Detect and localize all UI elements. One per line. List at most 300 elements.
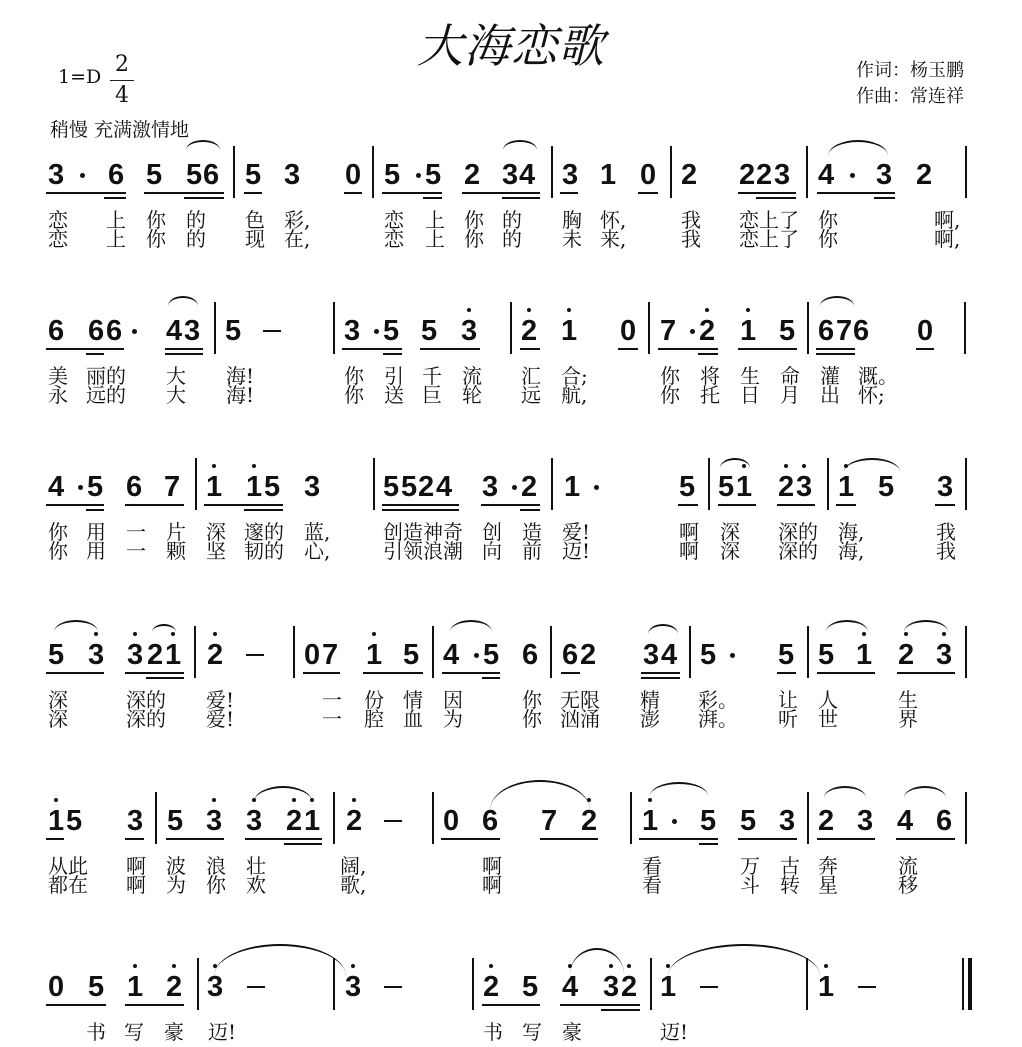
note: 4 (562, 971, 579, 1003)
note: 2 (778, 471, 795, 503)
octave-dot (94, 632, 98, 636)
note: 1 (564, 471, 581, 503)
lyric-syllable: 汇 (521, 364, 541, 388)
duration-underline (420, 348, 480, 350)
note: 6 (48, 315, 65, 347)
octave-dot (54, 798, 58, 802)
duration-underline (462, 192, 540, 194)
augmentation-dot (850, 173, 855, 178)
lyric-syllable: 生 (740, 364, 760, 388)
lyric-syllable: 迈! (208, 1020, 237, 1044)
lyric-syllable: 恋 (384, 208, 404, 232)
note: 3 (88, 639, 105, 671)
note: 0 (345, 159, 362, 191)
slur-arc (844, 458, 900, 472)
augmentation-dot (80, 173, 85, 178)
barline (806, 146, 808, 198)
octave-dot (627, 964, 631, 968)
lyric-syllable: 古 (780, 854, 800, 878)
duration-underline (897, 672, 955, 674)
tempo-marking: 稍慢 充满激情地 (50, 119, 190, 141)
duration-underline (441, 838, 500, 840)
note: 3 (207, 971, 224, 1003)
lyric-syllable: 现 (245, 227, 265, 251)
barline (372, 146, 374, 198)
lyric-syllable: 界 (898, 707, 918, 731)
note: 1 (740, 315, 757, 347)
lyric-syllable: 深的 (778, 520, 818, 544)
lyric-syllable: 灌 (820, 364, 840, 388)
lyric-syllable: 从此 (48, 854, 88, 878)
barline (650, 958, 652, 1010)
note: 5 (700, 639, 717, 671)
duration-underline (125, 1004, 184, 1006)
duration-underline (756, 197, 796, 199)
note: 6 (88, 315, 105, 347)
lyric-syllable: 你 (48, 539, 68, 563)
duration-underline (46, 348, 124, 350)
lyric-syllable: 片 (166, 520, 186, 544)
lyric-syllable: 让 (778, 688, 798, 712)
duration-underline (344, 192, 362, 194)
octave-dot (746, 308, 750, 312)
note: 2 (483, 971, 500, 1003)
slur-arc (54, 620, 98, 632)
slur-arc (503, 140, 537, 150)
lyric-syllable: 美 (48, 364, 68, 388)
lyric-syllable: 移 (898, 873, 918, 897)
duration-underline (244, 192, 262, 194)
lyric-syllable: 日 (740, 383, 760, 407)
note: 1 (366, 639, 383, 671)
slur-arc (152, 624, 176, 632)
octave-dot (467, 308, 471, 312)
note: 6 (203, 159, 220, 191)
note: 0 (640, 159, 657, 191)
lyric-syllable: 韧的 (244, 539, 284, 563)
lyric-syllable: 腔 (364, 707, 384, 731)
lyric-syllable: 你 (660, 364, 680, 388)
note: 7 (836, 315, 853, 347)
lyric-syllable: 上 (106, 208, 126, 232)
lyric-syllable: 深 (48, 707, 68, 731)
lyric-syllable: 迈! (562, 539, 591, 563)
slur-arc (828, 140, 888, 156)
note: 1 (304, 805, 321, 837)
barline (807, 792, 809, 844)
octave-dot (527, 308, 531, 312)
lyric-syllable: 为 (166, 873, 186, 897)
note: 7 (164, 471, 181, 503)
note: 5 (740, 805, 757, 837)
lyric-syllable: 创 (482, 520, 502, 544)
note: 0 (443, 805, 460, 837)
lyric-syllable: 爱! (562, 520, 591, 544)
final-barline-thick (968, 958, 972, 1010)
lyric-syllable: 因 (443, 688, 463, 712)
lyric-syllable: 用 (86, 539, 106, 563)
augmentation-dot (474, 653, 479, 658)
barline (194, 626, 196, 678)
key-signature: 1=D (58, 66, 102, 88)
lyric-syllable: 的 (186, 208, 206, 232)
octave-dot (252, 464, 256, 468)
duration-underline (144, 192, 224, 194)
octave-dot (824, 964, 828, 968)
augmentation-dot (730, 653, 735, 658)
note: 2 (621, 971, 638, 1003)
lyric-syllable: 血 (403, 707, 423, 731)
lyric-syllable: 啊 (679, 520, 699, 544)
barline (648, 302, 650, 354)
note: 2 (681, 159, 698, 191)
note: 5 (522, 971, 539, 1003)
lyric-syllable: 你 (48, 520, 68, 544)
note: 0 (48, 971, 65, 1003)
lyric-syllable: 看 (642, 854, 662, 878)
lyric-syllable: 写 (124, 1020, 144, 1044)
duration-underline (618, 348, 638, 350)
lyric-syllable: 迈! (660, 1020, 689, 1044)
slur-arc (904, 620, 948, 632)
duration-underline (641, 672, 680, 674)
note: 2 (521, 315, 538, 347)
barline (432, 626, 434, 678)
lyric-syllable: 万 (740, 854, 760, 878)
note: 5 (88, 971, 105, 1003)
duration-underline (166, 838, 224, 840)
lyric-syllable: 澎 (640, 707, 660, 731)
duration-underline (561, 672, 580, 674)
note: 5 (264, 471, 281, 503)
duration-underline (442, 672, 500, 674)
lyric-syllable: 一 (126, 539, 146, 563)
note: 2 (207, 639, 224, 671)
note: 2 (147, 639, 164, 671)
note: 2 (418, 471, 435, 503)
slur-arc (186, 140, 220, 150)
octave-dot (802, 464, 806, 468)
extension-dash (247, 986, 265, 988)
duration-underline (244, 509, 283, 511)
note: 4 (436, 471, 453, 503)
lyric-syllable: 用 (86, 520, 106, 544)
note: 2 (818, 805, 835, 837)
note: 5 (679, 471, 696, 503)
duration-underline (342, 348, 402, 350)
lyric-syllable: 写 (522, 1020, 542, 1044)
barline (630, 792, 632, 844)
lyric-syllable: 永 (48, 383, 68, 407)
barline (472, 958, 474, 1010)
lyric-syllable: 出 (820, 383, 840, 407)
time-signature-top: 2 (115, 52, 129, 77)
barline (827, 458, 829, 510)
note: 1 (736, 471, 753, 503)
lyric-syllable: 啊 (482, 854, 502, 878)
duration-underline (382, 504, 459, 506)
lyric-syllable: 远的 (86, 383, 126, 407)
slur-arc (720, 458, 750, 468)
lyric-syllable: 生 (898, 688, 918, 712)
lyric-syllable: 奔 (818, 854, 838, 878)
barline (197, 958, 199, 1010)
note: 4 (897, 805, 914, 837)
extension-dash (858, 986, 876, 988)
octave-dot (904, 632, 908, 636)
note: 2 (464, 159, 481, 191)
extension-dash (246, 654, 264, 656)
slur-arc (820, 296, 854, 306)
lyric-syllable: 轮 (462, 383, 482, 407)
note: 3 (184, 315, 201, 347)
note: 3 (857, 805, 874, 837)
lyric-syllable: 情 (403, 688, 423, 712)
lyric-syllable: 深的 (126, 688, 166, 712)
lyric-syllable: 将 (700, 364, 720, 388)
augmentation-dot (512, 485, 517, 490)
note: 5 (167, 805, 184, 837)
slur-arc (824, 786, 866, 798)
duration-underline (363, 672, 423, 674)
note: 3 (643, 639, 660, 671)
time-signature (110, 52, 134, 109)
note: 3 (48, 159, 65, 191)
barline (155, 792, 157, 844)
lyric-syllable: 恋上了 (739, 227, 799, 251)
lyric-syllable: 远 (521, 383, 541, 407)
note: 2 (286, 805, 303, 837)
lyric-syllable: 你 (660, 383, 680, 407)
note: 6 (853, 315, 870, 347)
lyric-syllable: 波 (166, 854, 186, 878)
note: 3 (779, 805, 796, 837)
duration-underline (777, 672, 796, 674)
slur-arc (668, 944, 820, 976)
lyric-syllable: 大 (166, 364, 186, 388)
lyric-syllable: 在, (284, 227, 311, 251)
note: 1 (660, 971, 677, 1003)
note: 6 (106, 315, 123, 347)
lyric-syllable: 啊 (126, 873, 146, 897)
barline (807, 626, 809, 678)
duration-underline (104, 197, 126, 199)
lyric-syllable: 彩, (284, 208, 311, 232)
note: 3 (127, 805, 144, 837)
octave-dot (567, 308, 571, 312)
lyric-syllable: 我 (936, 520, 956, 544)
duration-underline (817, 672, 875, 674)
note: 3 (344, 315, 361, 347)
lyric-syllable: 恋上了 (739, 208, 799, 232)
lyric-syllable: 啊, (934, 227, 961, 251)
duration-underline (816, 353, 855, 355)
octave-dot (942, 632, 946, 636)
duration-underline (502, 197, 540, 199)
lyric-syllable: 我 (681, 208, 701, 232)
note: 3 (562, 159, 579, 191)
duration-underline (382, 192, 442, 194)
duration-underline (482, 1004, 540, 1006)
barline (964, 302, 966, 354)
extension-dash (700, 986, 718, 988)
note: 1 (642, 805, 659, 837)
duration-underline (638, 192, 658, 194)
lyric-syllable: 斗 (740, 873, 760, 897)
duration-underline (125, 504, 184, 506)
lyric-syllable: 深 (720, 539, 740, 563)
lyric-syllable: 的 (186, 227, 206, 251)
octave-dot (489, 964, 493, 968)
lyric-syllable: 海, (838, 520, 865, 544)
slur-arc (450, 620, 492, 632)
note: 2 (581, 805, 598, 837)
lyric-syllable: 你 (818, 208, 838, 232)
note: 3 (461, 315, 478, 347)
lyric-syllable: 你 (344, 364, 364, 388)
octave-dot (784, 464, 788, 468)
note: 5 (383, 315, 400, 347)
lyric-syllable: 海! (226, 383, 255, 407)
lyric-syllable: 无限 (560, 688, 600, 712)
lyric-syllable: 未 (562, 227, 582, 251)
duration-underline (125, 672, 184, 674)
duration-underline (481, 504, 540, 506)
duration-underline (560, 1004, 640, 1006)
octave-dot (862, 632, 866, 636)
lyric-syllable: 引领浪潮 (383, 539, 463, 563)
slur-arc (214, 944, 346, 976)
duration-underline (184, 197, 224, 199)
note: 6 (936, 805, 953, 837)
note: 6 (126, 471, 143, 503)
lyric-syllable: 精 (640, 688, 660, 712)
lyric-syllable: 你 (206, 873, 226, 897)
lyric-syllable: 托 (700, 383, 720, 407)
note: 2 (739, 159, 756, 191)
lyric-syllable: 来, (600, 227, 627, 251)
note: 4 (443, 639, 460, 671)
lyric-syllable: 你 (818, 227, 838, 251)
note: 4 (166, 315, 183, 347)
duration-underline (520, 509, 540, 511)
lyric-syllable: 一 (322, 707, 342, 731)
note: 3 (246, 805, 263, 837)
lyric-syllable: 都在 (48, 873, 88, 897)
duration-underline (423, 197, 442, 199)
note: 2 (916, 159, 933, 191)
augmentation-dot (690, 329, 695, 334)
lyric-syllable: 听 (778, 707, 798, 731)
duration-underline (125, 838, 144, 840)
note: 5 (421, 315, 438, 347)
note: 2 (699, 315, 716, 347)
barline (293, 626, 295, 678)
extension-dash (384, 986, 402, 988)
lyric-syllable: 颗 (166, 539, 186, 563)
page-title: 大海恋歌 (417, 19, 605, 73)
barline (551, 458, 553, 510)
lyric-syllable: 湃。 (698, 707, 738, 731)
slur-arc (254, 786, 312, 802)
lyric-syllable: 深的 (126, 707, 166, 731)
note: 5 (401, 471, 418, 503)
note: 1 (165, 639, 182, 671)
lyric-syllable: 的 (502, 227, 522, 251)
duration-underline (816, 348, 855, 350)
lyric-syllable: 我 (936, 539, 956, 563)
lyric-syllable: 色 (245, 208, 265, 232)
duration-underline (738, 348, 797, 350)
barline (233, 146, 235, 198)
lyric-syllable: 书 (483, 1020, 503, 1044)
lyric-syllable: 你 (522, 707, 542, 731)
note: 1 (127, 971, 144, 1003)
note: 0 (917, 315, 934, 347)
octave-dot (372, 632, 376, 636)
note: 3 (482, 471, 499, 503)
lyric-syllable: 月 (780, 383, 800, 407)
octave-dot (648, 798, 652, 802)
barline (670, 146, 672, 198)
lyric-syllable: 命 (780, 364, 800, 388)
lyric-syllable: 汹涌 (560, 707, 600, 731)
lyric-syllable: 我 (681, 227, 701, 251)
note: 1 (561, 315, 578, 347)
lyric-syllable: 世 (818, 707, 838, 731)
lyric-syllable: 壮 (246, 854, 266, 878)
note: 5 (700, 805, 717, 837)
barline (689, 626, 691, 678)
lyric-syllable: 啊 (482, 873, 502, 897)
lyric-syllable: 坚 (206, 539, 226, 563)
barline (551, 146, 553, 198)
lyric-syllable: 丽的 (86, 364, 126, 388)
lyric-syllable: 你 (344, 383, 364, 407)
barline (432, 792, 434, 844)
note: 2 (898, 639, 915, 671)
lyric-syllable: 大 (166, 383, 186, 407)
note: 2 (166, 971, 183, 1003)
lyric-syllable: 流 (462, 364, 482, 388)
note: 5 (186, 159, 203, 191)
duration-underline (718, 504, 756, 506)
duration-underline (46, 192, 126, 194)
lyric-syllable: 上 (425, 227, 445, 251)
lyric-syllable: 流 (898, 854, 918, 878)
note: 3 (876, 159, 893, 191)
barline (333, 792, 335, 844)
note: 5 (384, 159, 401, 191)
note: 1 (206, 471, 223, 503)
note: 1 (246, 471, 263, 503)
lyric-syllable: 爱! (206, 688, 235, 712)
note: 5 (818, 639, 835, 671)
extension-dash (384, 820, 402, 822)
note: 2 (756, 159, 773, 191)
note: 5 (425, 159, 442, 191)
note: 4 (48, 471, 65, 503)
lyric-syllable: 啊 (679, 539, 699, 563)
note: 5 (225, 315, 242, 347)
lyric-syllable: 彩。 (698, 688, 738, 712)
lyric-syllable: 巨 (422, 383, 442, 407)
lyric-syllable: 恋 (384, 227, 404, 251)
note: 3 (345, 971, 362, 1003)
duration-underline (165, 353, 203, 355)
note: 1 (838, 471, 855, 503)
lyric-syllable: 啊, (934, 208, 961, 232)
